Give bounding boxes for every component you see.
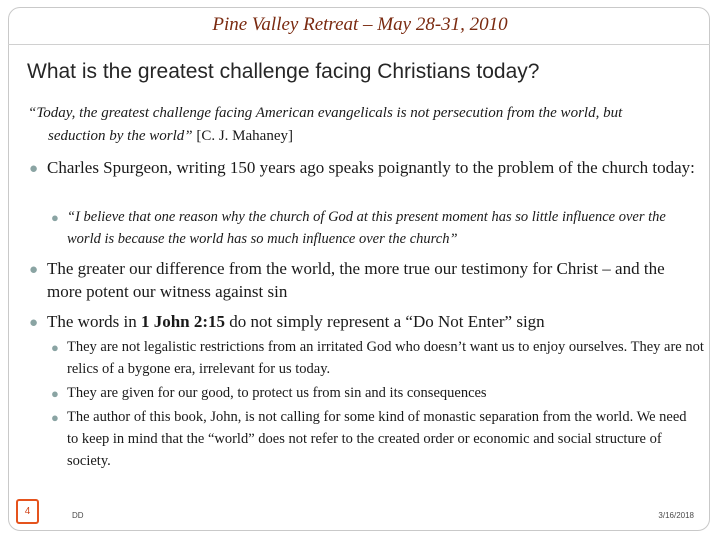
sub-bullet-text: They are given for our good, to protect us from sin and its consequences bbox=[67, 385, 487, 401]
footer-date: 3/16/2018 bbox=[658, 511, 694, 520]
sub-bullet-spurgeon-quote bbox=[51, 206, 697, 250]
sub-bullet-text: The author of this book, John, is not calling for some kind of monastic separation from the world. We need to keep in mind that the “world” does not refer to the created order or economic and social structure of society. bbox=[67, 409, 687, 469]
quote-line-2-text: seduction by the world” bbox=[48, 128, 193, 144]
footer-initials: DD bbox=[72, 511, 84, 520]
bullet-john bbox=[29, 310, 697, 333]
header-title: Pine Valley Retreat – May 28-31, 2010 bbox=[212, 14, 508, 35]
bullet-john-pre: The words in bbox=[47, 312, 141, 331]
bullet-difference bbox=[29, 257, 697, 303]
bullet-spurgeon bbox=[29, 156, 697, 179]
bullet-difference-text: The greater our difference from the world, the more true our testimony for Christ – and the more potent our witness against sin bbox=[47, 259, 665, 301]
sub-bullet-not-legalistic bbox=[51, 336, 707, 380]
sub-bullet-author-john bbox=[51, 406, 697, 472]
bullet-icon: ● bbox=[51, 410, 59, 425]
sub-bullet-spurgeon-quote-text: “I believe that one reason why the church of God at this present moment has so little influence over the world is because the world has so much influence over the church” bbox=[67, 209, 666, 247]
bible-reference: 1 John 2:15 bbox=[140, 312, 226, 331]
bullet-icon: ● bbox=[51, 340, 59, 355]
page-number-badge: 4 bbox=[16, 499, 39, 524]
quote-line-1: “Today, the greatest challenge facing American evangelicals is not persecution from the world, but bbox=[28, 105, 623, 121]
bullet-spurgeon-text: Charles Spurgeon, writing 150 years ago speaks poignantly to the problem of the church today: bbox=[47, 158, 695, 177]
sub-bullet-text: They are not legalistic restrictions from an irritated God who doesn’t want us to enjoy ourselves. They are not relics of a bygone era, irrelevant for us today. bbox=[67, 339, 704, 377]
bullet-john-post: do not simply represent a “Do Not Enter” sign bbox=[225, 312, 545, 331]
header-divider bbox=[8, 44, 710, 45]
bullet-icon: ● bbox=[29, 262, 39, 278]
opening-quote bbox=[28, 102, 688, 148]
bullet-icon: ● bbox=[29, 315, 39, 331]
bullet-icon: ● bbox=[51, 210, 59, 225]
quote-line-2 bbox=[28, 125, 688, 148]
quote-citation: [C. J. Mahaney] bbox=[192, 128, 293, 144]
bullet-icon: ● bbox=[51, 386, 59, 401]
bullet-icon: ● bbox=[29, 161, 39, 177]
slide-heading: What is the greatest challenge facing Christians today? bbox=[27, 60, 540, 83]
sub-bullet-for-our-good bbox=[51, 382, 707, 404]
